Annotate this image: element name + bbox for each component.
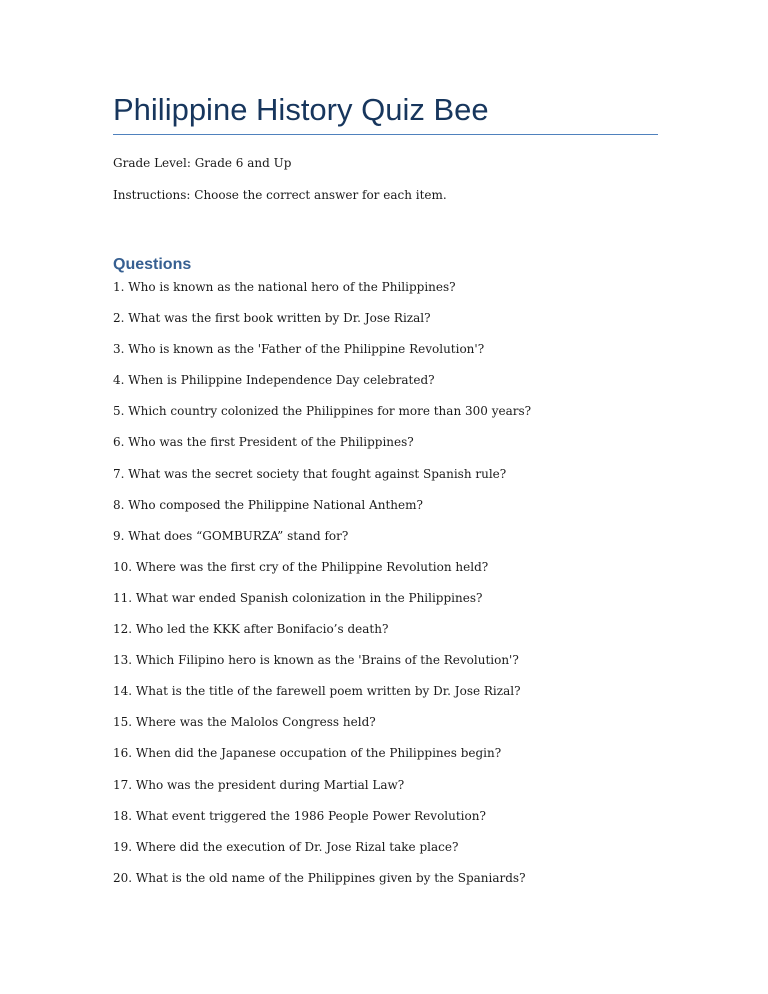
question-item: 19. Where did the execution of Dr. Jose Rizal take place?: [113, 839, 459, 854]
question-item: 3. Who is known as the 'Father of the Philippine Revolution'?: [113, 342, 485, 357]
question-item: 15. Where was the Malolos Congress held?: [113, 715, 376, 730]
question-item: 16. When did the Japanese occupation of the Philippines begin?: [113, 746, 502, 761]
question-item: 11. What war ended Spanish colonization in the Philippines?: [113, 590, 483, 605]
question-item: 8. Who composed the Philippine National Anthem?: [113, 497, 423, 512]
question-item: 4. When is Philippine Independence Day celebrated?: [113, 373, 435, 388]
question-item: 13. Which Filipino hero is known as the 'Brains of the Revolution'?: [113, 653, 519, 668]
section-heading-questions: Questions: [113, 256, 192, 273]
question-item: 17. Who was the president during Martial Law?: [113, 777, 405, 792]
page-title: Philippine History Quiz Bee: [113, 92, 489, 127]
question-item: 14. What is the title of the farewell poem written by Dr. Jose Rizal?: [113, 684, 521, 699]
instructions-text: Instructions: Choose the correct answer for each item.: [113, 188, 447, 202]
questions-list: [113, 278, 531, 900]
grade-level-text: Grade Level: Grade 6 and Up: [113, 156, 292, 170]
question-item: 18. What event triggered the 1986 People Power Revolution?: [113, 808, 486, 823]
question-item: 9. What does “GOMBURZA” stand for?: [113, 528, 349, 543]
question-item: 7. What was the secret society that fought against Spanish rule?: [113, 466, 507, 481]
question-item: 6. Who was the first President of the Philippines?: [113, 435, 414, 450]
question-item: 1. Who is known as the national hero of the Philippines?: [113, 280, 456, 294]
title-underline: [113, 134, 658, 135]
question-item: 12. Who led the KKK after Bonifacio’s death?: [113, 622, 389, 637]
question-item: 10. Where was the first cry of the Philippine Revolution held?: [113, 559, 489, 574]
question-item: 20. What is the old name of the Philippines given by the Spaniards?: [113, 870, 526, 885]
question-item: 5. Which country colonized the Philippines for more than 300 years?: [113, 404, 532, 419]
question-item: 2. What was the first book written by Dr. Jose Rizal?: [113, 311, 431, 326]
